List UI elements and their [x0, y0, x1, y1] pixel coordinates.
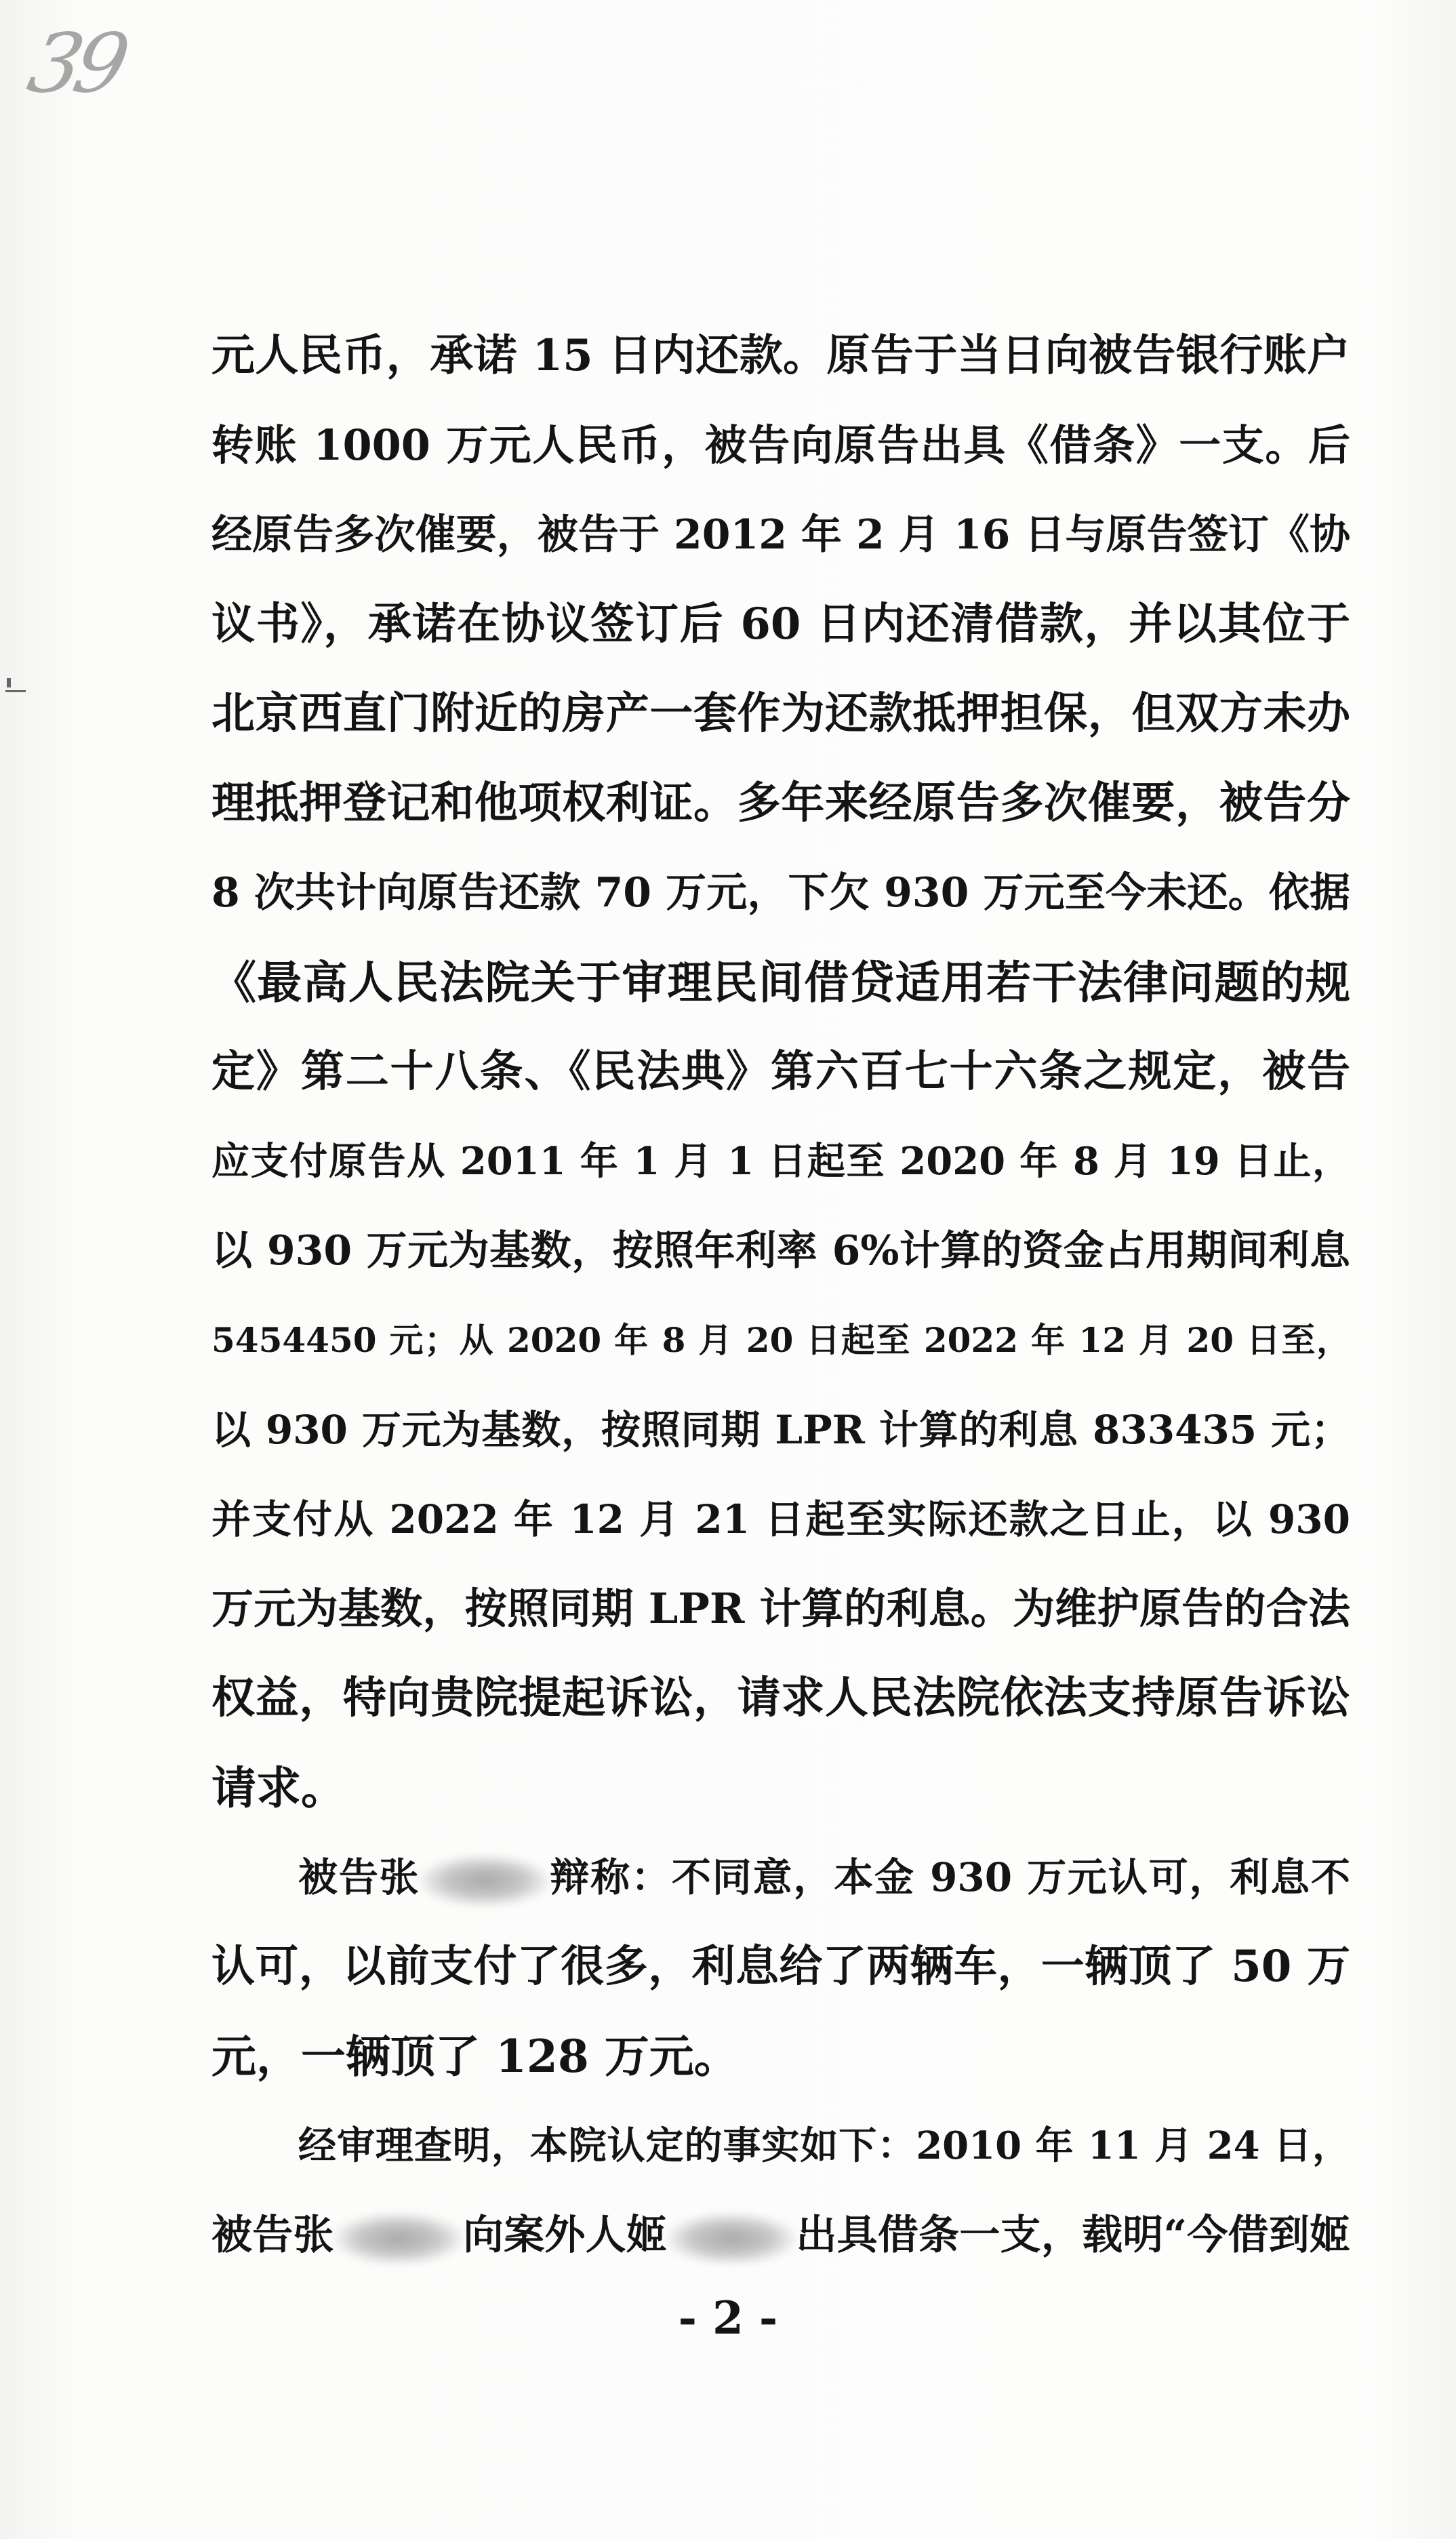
text-segment: 请求。: [211, 1761, 346, 1814]
text-line: [211, 1396, 1350, 1464]
text-line: [298, 1843, 1350, 1911]
text-segment: 出具借条一支，载明“今借到姬: [796, 2212, 1351, 2259]
text-line: [298, 2112, 1350, 2180]
text-line: [211, 2201, 1350, 2269]
text-line: [211, 322, 1350, 390]
text-segment: 北京西直门附近的房产一套作为还款抵押担保，但双方未办: [211, 688, 1350, 739]
text-segment: 辩称：不同意，本金 930 万元认可，利息不: [548, 1854, 1350, 1900]
page-number: - 2 -: [678, 2292, 778, 2344]
text-segment: 8 次共计向原告还款 70 万元，下欠 930 万元至今未还。依据: [211, 869, 1350, 917]
scan-mark: [5, 690, 26, 692]
text-line: [211, 1306, 1350, 1374]
scan-mark: [7, 678, 11, 687]
text-segment: 经审理查明，本院认定的事实如下：2010 年 11 月 24 日，: [298, 2123, 1350, 2168]
handwritten-page-mark: 39: [20, 17, 131, 111]
text-segment: 经原告多次催要，被告于 2012 年 2 月 16 日与原告签订《协: [211, 511, 1350, 559]
text-segment: 元人民币，承诺 15 日内还款。原告于当日向被告银行账户: [211, 330, 1350, 381]
redacted-name: [667, 2214, 796, 2264]
text-segment: 认可，以前支付了很多，利息给了两辆车，一辆顶了 50 万: [211, 1941, 1350, 1992]
text-line: [211, 2022, 1350, 2090]
text-segment: 5454450 元；从 2020 年 8 月 20 日起至 2022 年 12 月 20 日至，: [211, 1320, 1350, 1360]
redacted-name: [334, 2214, 463, 2264]
text-segment: 并支付从 2022 年 12 月 21 日起至实际还款之日止，以 930: [211, 1496, 1350, 1542]
text-line: [211, 1127, 1350, 1195]
text-segment: 《最高人民法院关于审理民间借贷适用若干法律问题的规: [211, 956, 1350, 1009]
text-segment: 定》第二十八条、《民法典》第六百七十六条之规定，被告: [211, 1046, 1350, 1097]
text-segment: 议书》，承诺在协议签订后 60 日内还清借款，并以其位于: [211, 599, 1350, 649]
text-segment: 以 930 万元为基数，按照同期 LPR 计算的利息 833435 元；: [211, 1407, 1350, 1453]
text-segment: 应支付原告从 2011 年 1 月 1 日起至 2020 年 8 月 19 日止，: [211, 1139, 1350, 1184]
text-line: [211, 1038, 1350, 1106]
text-line: [211, 1217, 1350, 1285]
text-segment: 权益，特向贵院提起诉讼，请求人民法院依法支持原告诉讼: [211, 1673, 1350, 1723]
text-segment: 向案外人姬: [462, 2212, 668, 2259]
redacted-name: [420, 1856, 549, 1906]
text-line: [211, 948, 1350, 1016]
text-segment: 万元为基数，按照同期 LPR 计算的利息。为维护原告的合法: [211, 1584, 1350, 1633]
text-line: [211, 501, 1350, 569]
text-line: [211, 1933, 1350, 2001]
text-segment: 转账 1000 万元人民币，被告向原告出具《借条》一支。后: [211, 420, 1350, 470]
text-segment: 被告张: [211, 2212, 334, 2259]
text-segment: 理抵押登记和他项权利证。多年来经原告多次催要，被告分: [211, 778, 1350, 828]
text-line: [211, 769, 1350, 837]
text-line: [211, 1575, 1350, 1643]
text-line: [211, 1664, 1350, 1732]
text-line: [211, 1754, 1350, 1822]
text-line: [211, 859, 1350, 927]
text-segment: 以 930 万元为基数，按照年利率 6%计算的资金占用期间利息: [211, 1227, 1350, 1275]
text-segment: 元，一辆顶了 128 万元。: [211, 2030, 739, 2083]
text-line: [211, 680, 1350, 748]
text-segment: 被告张: [298, 1854, 420, 1900]
text-line: [211, 1485, 1350, 1553]
text-line: [211, 412, 1350, 479]
text-line: [211, 591, 1350, 658]
